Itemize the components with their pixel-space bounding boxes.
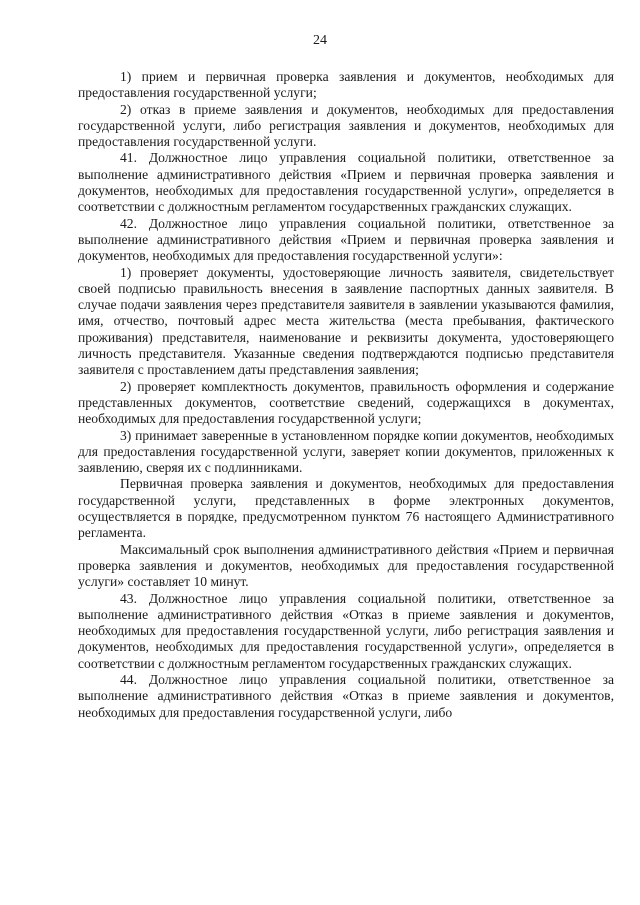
paragraph-42-item-1: 1) проверяет документы, удостоверяющие личность заявителя, свидетельствует своей подписью правильность внесения в заявление паспортных данных заявителя. В случае подачи заявления через представителя заявителя в заявлении указываются фамилия, имя, отчество, почтовый адрес места жительства (места пребывания, фактического проживания) представителя, наименование и реквизиты документа, удостоверяющего личность представителя. Указанные сведения подтверждаются подписью представителя заявителя с проставлением даты представления заявления; (78, 264, 614, 378)
paragraph-item-1: 1) прием и первичная проверка заявления и документов, необходимых для предоставления государственной услуги; (78, 69, 614, 101)
paragraph-44: 44. Должностное лицо управления социальной политики, ответственное за выполнение административного действия «Отказ в приеме заявления и документов, необходимых для предоставления государственной услуги, либо (78, 671, 614, 720)
document-body (78, 69, 614, 721)
paragraph-42-item-3: 3) принимает заверенные в установленном порядке копии документов, необходимых для предоставления государственной услуги, заверяет копии документов, приложенных к заявлению, сверяя их с подлинниками. (78, 427, 614, 476)
paragraph-43: 43. Должностное лицо управления социальной политики, ответственное за выполнение административного действия «Отказ в приеме заявления и документов, необходимых для предоставления государственной услуги, либо регистрация заявления и документов, необходимых для предоставления государственной услуги», определяется в соответствии с должностным регламентом государственных гражданских служащих. (78, 590, 614, 671)
paragraph-42: 42. Должностное лицо управления социальной политики, ответственное за выполнение административного действия «Прием и первичная проверка заявления и документов, необходимых для предоставления государственной услуги»: (78, 215, 614, 264)
paragraph-electronic-check: Первичная проверка заявления и документов, необходимых для предоставления государственной услуги, представленных в форме электронных документов, осуществляется в порядке, предусмотренном пунктом 76 настоящего Административного регламента. (78, 476, 614, 541)
page-number: 24 (313, 33, 327, 48)
paragraph-max-duration: Максимальный срок выполнения административного действия «Прием и первичная проверка заявления и документов, необходимых для предоставления государственной услуги» составляет 10 минут. (78, 541, 614, 590)
paragraph-item-2: 2) отказ в приеме заявления и документов, необходимых для предоставления государственной услуги, либо регистрация заявления и документов, необходимых для предоставления государственной услуги. (78, 101, 614, 150)
paragraph-42-item-2: 2) проверяет комплектность документов, правильность оформления и содержание представленных документов, соответствие сведений, содержащихся в документах, необходимых для предоставления государственной услуги; (78, 378, 614, 427)
paragraph-41: 41. Должностное лицо управления социальной политики, ответственное за выполнение административного действия «Прием и первичная проверка заявления и документов, необходимых для предоставления государственной услуги», определяется в соответствии с должностным регламентом государственных гражданских служащих. (78, 150, 614, 215)
